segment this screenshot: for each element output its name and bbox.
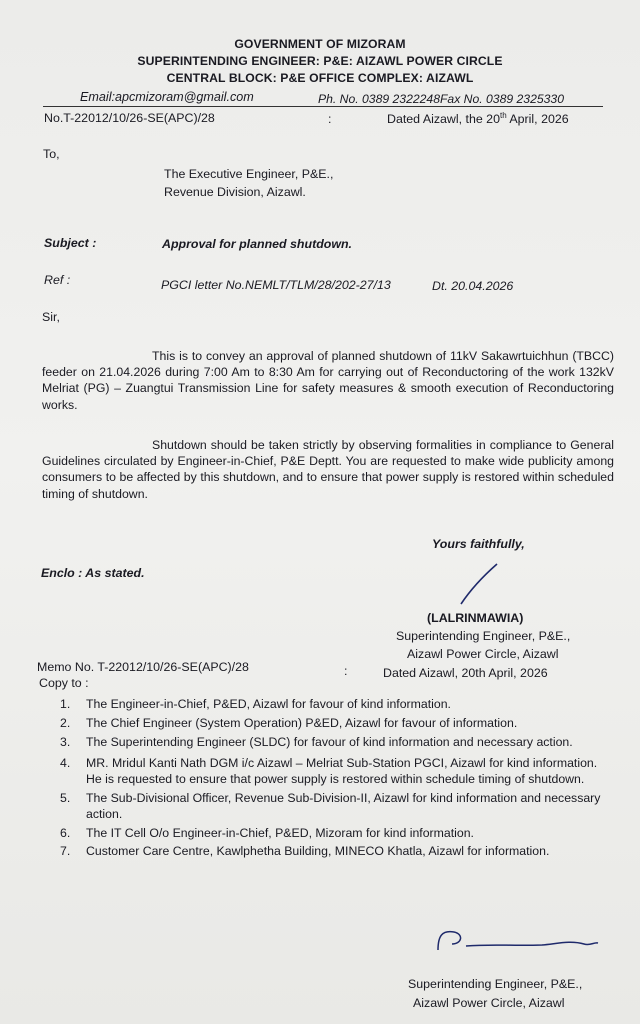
letter-number: No.T-22012/10/26-SE(APC)/28	[44, 111, 215, 125]
ref-colon: :	[328, 112, 332, 126]
signatory-office: Aizawl Power Circle, Aizawl	[407, 647, 559, 661]
subject-text: Approval for planned shutdown.	[162, 237, 352, 251]
office-email: Email:apcmizoram@gmail.com	[80, 90, 254, 104]
copy-list	[60, 697, 612, 863]
to-label: To,	[43, 147, 60, 161]
addressee-line1: The Executive Engineer, P&E.,	[164, 167, 334, 181]
ref-text: PGCI letter No.NEMLT/TLM/28/202-27/13	[161, 278, 391, 292]
memo-colon: :	[344, 664, 348, 678]
enclosure: Enclo : As stated.	[41, 566, 145, 580]
salutation: Sir,	[42, 310, 60, 324]
signatory-designation: Superintending Engineer, P&E.,	[396, 629, 571, 643]
footer-office: Aizawl Power Circle, Aizawl	[413, 996, 565, 1010]
header-divider	[43, 106, 603, 107]
signature-mark	[455, 560, 505, 610]
list-item: 4. MR. Mridul Kanti Nath DGM i/c Aizawl – Melriat Sub-Station PGCI, Aizawl for kind information. He is requested to ensure that power supply is restored within schedule timing of shutdown.	[60, 756, 598, 787]
closing: Yours faithfully,	[432, 537, 525, 551]
signatory-name: (LALRINMAWIA)	[427, 611, 524, 625]
signatory-date: Dated Aizawl, 20th April, 2026	[383, 666, 548, 680]
office-title: SUPERINTENDING ENGINEER: P&E: AIZAWL POWER CIRCLE	[137, 54, 503, 68]
list-item: 2. The Chief Engineer (System Operation) P&ED, Aizawl for favour of information.	[60, 715, 518, 730]
ref-date: Dt. 20.04.2026	[432, 279, 514, 293]
copy-to-label: Copy to :	[39, 676, 89, 690]
body-paragraph-2: Shutdown should be taken strictly by observing formalities in compliance to General Guidelines circulated by Engineer-in-Chief, P&E Deptt. You are requested to make wide publicity among consumers to be affected by this shutdown, and to ensure that power supply is restored within scheduled timing of shutdown.	[42, 438, 614, 501]
office-phone-fax: Ph. No. 0389 2322248Fax No. 0389 2325330	[318, 92, 564, 106]
addressee-line2: Revenue Division, Aizawl.	[164, 185, 306, 199]
body-paragraph-1: This is to convey an approval of planned shutdown of 11kV Sakawrtuichhun (TBCC) feeder on 21.04.2026 during 7:00 Am to 8:30 Am for carrying out of Reconductoring of the work 132kV Melriat (PG) – Zuangtui Transmission Line for safety measures & smooth execution of Reconductoring works.	[42, 349, 614, 412]
letter-date: Dated Aizawl, the 20th April, 2026	[387, 111, 569, 127]
office-address: CENTRAL BLOCK: P&E OFFICE COMPLEX: AIZAWL	[166, 71, 474, 85]
subject-label: Subject :	[44, 236, 97, 250]
footer-signature-mark	[432, 924, 602, 960]
footer-designation: Superintending Engineer, P&E.,	[408, 977, 583, 991]
list-item: 7. Customer Care Centre, Kawlphetha Building, MINECO Khatla, Aizawl for information.	[60, 844, 550, 859]
govt-title: GOVERNMENT OF MIZORAM	[234, 37, 406, 51]
memo-number: Memo No. T-22012/10/26-SE(APC)/28	[37, 660, 249, 674]
ref-label: Ref :	[44, 273, 71, 287]
list-item: 5. The Sub-Divisional Officer, Revenue Sub-Division-II, Aizawl for kind information and necessary action.	[60, 790, 601, 821]
list-item: 6. The IT Cell O/o Engineer-in-Chief, P&ED, Mizoram for kind information.	[60, 825, 474, 840]
list-item: 3. The Superintending Engineer (SLDC) for favour of kind information and necessary action.	[60, 734, 573, 749]
list-item: 1. The Engineer-in-Chief, P&ED, Aizawl for favour of kind information.	[60, 697, 451, 711]
